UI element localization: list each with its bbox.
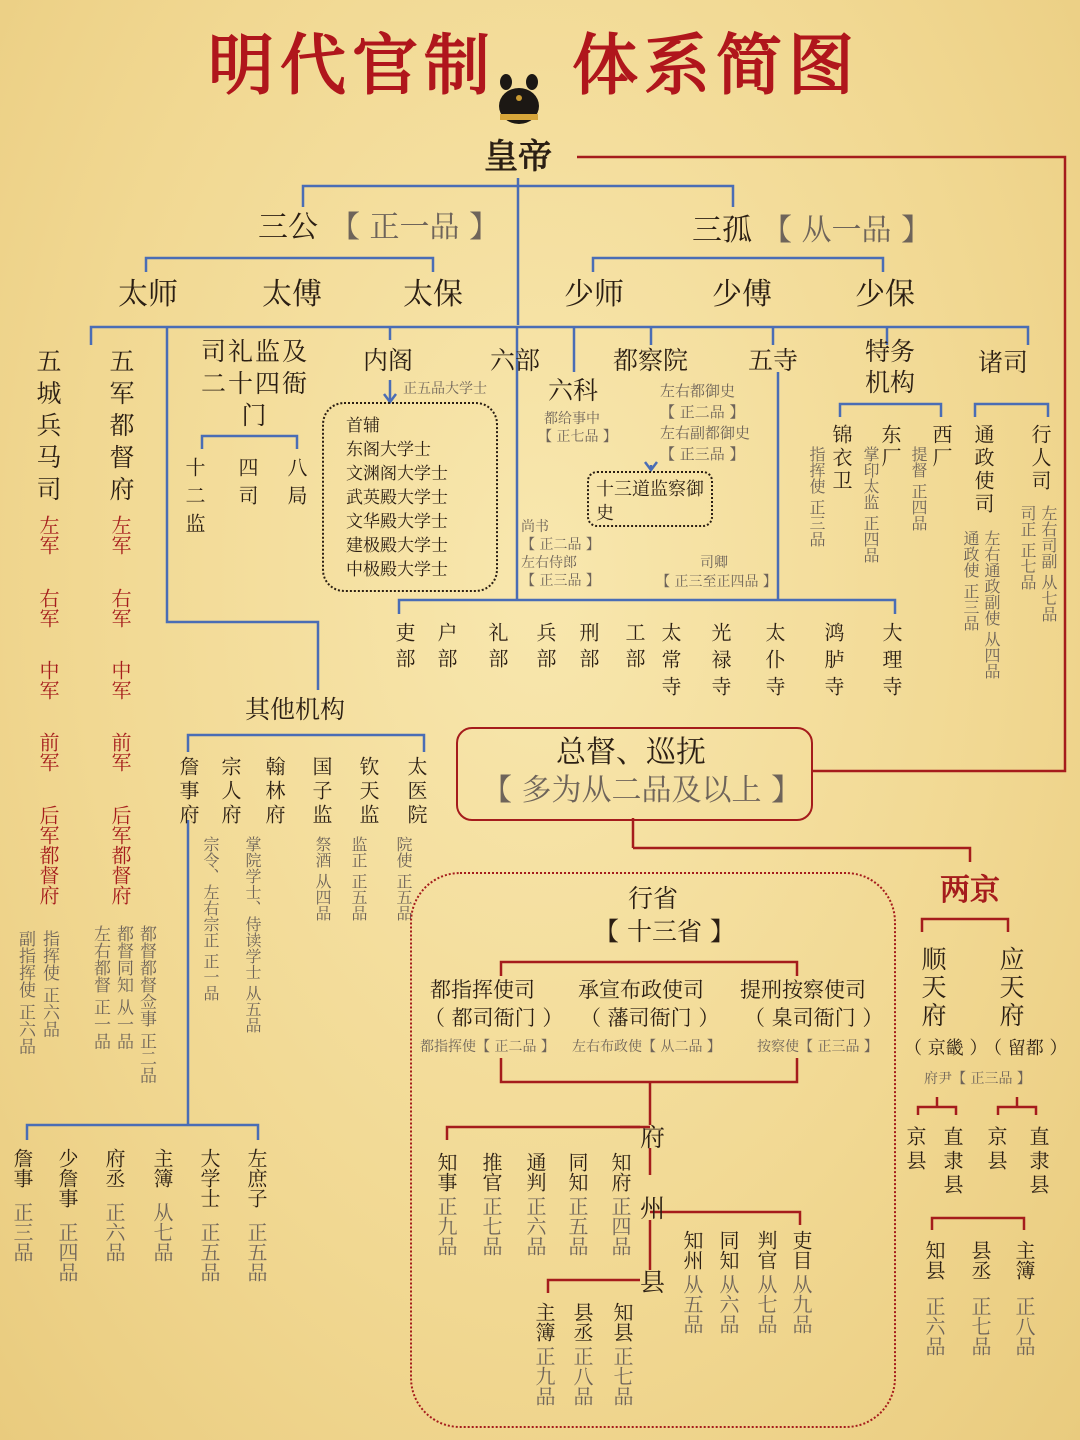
zhifu: 知府 — [608, 1152, 632, 1192]
liubu-title: 六部 — [490, 346, 541, 375]
duchayuan-official-1: 左右都御史 — [660, 382, 736, 400]
gongbu: 工部 — [622, 622, 646, 674]
dongchang-rank: 掌印太监 正四品 — [861, 446, 880, 564]
shaozhanshi-rank: 正四品 — [55, 1222, 79, 1282]
tongzhi-zhou: 同知 — [716, 1230, 740, 1270]
zongrenfu: 宗人府 — [218, 756, 242, 828]
taibao: 太保 — [403, 277, 463, 312]
fucheng: 府丞 — [102, 1148, 126, 1188]
zhishi-rank: 正九品 — [434, 1196, 458, 1256]
guozijian: 国子监 — [309, 756, 333, 828]
taiyiyuan-rank: 院使 正五品 — [394, 836, 413, 922]
zhifu-rank: 正四品 — [608, 1196, 632, 1256]
yushi-label: 十三道监察御史 — [596, 479, 704, 524]
wujun-army-left: 左军 — [108, 515, 132, 555]
sangu-label: 三孤 — [692, 213, 752, 248]
liuke-title: 六科 — [548, 376, 599, 405]
zhanshi-rank: 正三品 — [10, 1202, 34, 1262]
honglusi: 鸿胪寺 — [821, 622, 845, 703]
jinyiwei-rank: 指挥使 正三品 — [807, 446, 826, 548]
fuyin-rank: 府尹【 正三品 】 — [924, 1071, 1031, 1087]
shuntian-tag: （ 京畿 ） — [904, 1038, 988, 1059]
sangong-label: 三公 — [258, 210, 318, 245]
silijian-eight: 八局 — [284, 457, 308, 513]
sangong-rank: 【 正一品 】 — [330, 210, 500, 245]
tixing-alias: （ 臬司衙门 ） — [744, 1006, 884, 1030]
duchayuan-title: 都察院 — [613, 346, 689, 375]
taiyiyuan: 太医院 — [404, 756, 428, 828]
shaozhanshi: 少詹事 — [55, 1148, 79, 1208]
neige-member-5: 文华殿大学士 — [346, 512, 448, 532]
zhixian-rank: 正七品 — [610, 1346, 634, 1406]
tongpan-rank: 正六品 — [523, 1196, 547, 1256]
zhou-label: 州 — [640, 1194, 666, 1223]
zhizhou-rank: 从五品 — [680, 1274, 704, 1334]
silijian-four: 四司 — [235, 457, 259, 513]
guozijian-rank: 祭酒 从四品 — [313, 836, 332, 922]
xiancheng-rank: 正八品 — [570, 1346, 594, 1406]
tongzhi-fu-rank: 正五品 — [565, 1196, 589, 1256]
taishi: 太师 — [118, 277, 178, 312]
zhubu-zhanshi-rank: 从七品 — [150, 1202, 174, 1262]
silijian-twelve: 十二监 — [182, 457, 206, 541]
shaobao: 少保 — [855, 277, 915, 312]
hat-icon — [496, 68, 542, 128]
tongzhi-fu: 同知 — [565, 1152, 589, 1192]
jinyiwei: 锦衣卫 — [829, 424, 853, 493]
daxueshi-rank: 正五品 — [197, 1222, 221, 1282]
neige-title: 内阁 — [363, 346, 414, 375]
duchayuan-rank-2: 【 正三品 】 — [660, 445, 745, 463]
liubu-shangshu: 尚书 — [521, 519, 549, 535]
zhubu-jing-rank: 正八品 — [1012, 1296, 1036, 1356]
tuiguan-rank: 正七品 — [479, 1196, 503, 1256]
xichang-rank: 提督 正四品 — [909, 446, 928, 532]
zhixian-jing-rank: 正六品 — [922, 1296, 946, 1356]
qintianjian: 钦天监 — [356, 756, 380, 828]
wujun-army-rear: 后军都督府 — [108, 805, 132, 905]
limu: 吏目 — [789, 1230, 813, 1270]
liubu-shangshu-rank: 【 正二品 】 — [521, 537, 600, 553]
wujun-army-right: 右军 — [108, 588, 132, 628]
tongzhi-zhou-rank: 从六品 — [716, 1274, 740, 1334]
title-left: 明代官制 — [208, 26, 496, 104]
zongdu-rank: 【 多为从二品及以上 】 — [482, 773, 802, 808]
liuke-official: 都给事中 — [544, 411, 600, 427]
neige-member-7: 中极殿大学士 — [346, 560, 448, 580]
neige-member-4: 武英殿大学士 — [346, 488, 448, 508]
neige-member-1: 首辅 — [346, 416, 380, 436]
yingtian-tag: （ 留都 ） — [984, 1038, 1068, 1059]
zhilixian-2: 直隶县 — [1026, 1126, 1050, 1198]
wujun-rank-1: 都督都督佥事 正二品 — [136, 925, 156, 1084]
taichangsi: 太常寺 — [658, 622, 682, 703]
tewu-title: 特务机构 — [864, 337, 915, 398]
wusi-rank: 【 正三至正四品 】 — [656, 574, 777, 590]
fucheng-rank: 正六品 — [102, 1202, 126, 1262]
zhubu-xian: 主簿 — [532, 1302, 556, 1342]
jingxian-2: 京县 — [984, 1126, 1008, 1174]
dalisi: 大理寺 — [879, 622, 903, 703]
yingtianfu: 应天府 — [996, 946, 1025, 1030]
wusi-official: 司卿 — [700, 555, 728, 571]
zhanshifu: 詹事府 — [176, 756, 200, 828]
liuke-rank: 【 正七品 】 — [538, 429, 617, 445]
neige-rank: 正五品大学士 — [403, 381, 487, 397]
zongdu-title: 总督、巡抚 — [556, 735, 706, 770]
xiancheng: 县丞 — [570, 1302, 594, 1342]
chengxuan: 承宣布政使司 — [578, 978, 704, 1002]
silijian-title: 司礼监及二十四衙门 — [200, 337, 309, 430]
hanlinfu-rank: 掌院学士、侍读学士 从五品 — [243, 836, 262, 1034]
zhixian: 知县 — [610, 1302, 634, 1342]
title-right: 体系简图 — [572, 26, 860, 104]
xingrensi-rank: 司正 正七品 — [1018, 505, 1037, 591]
shaofu: 少傅 — [712, 277, 772, 312]
xingsheng-count: 【 十三省 】 — [594, 917, 735, 946]
wucheng-rank-1: 指挥使 正六品 — [39, 930, 59, 1038]
tixing: 提刑按察使司 — [740, 978, 866, 1002]
tongpan: 通判 — [523, 1152, 547, 1192]
chengxuan-rank: 左右布政使【 从二品 】 — [572, 1039, 721, 1055]
guanglusi: 光禄寺 — [708, 622, 732, 703]
wucheng-army-left: 左军 — [36, 515, 60, 555]
xingsheng-title: 行省 — [628, 884, 679, 913]
taifu: 太傅 — [262, 277, 322, 312]
duchayuan-official-2: 左右副都御史 — [660, 424, 751, 442]
wucheng-army-center: 中军 — [36, 660, 60, 700]
limu-rank: 从九品 — [789, 1274, 813, 1334]
xingrensi: 行人司 — [1028, 424, 1052, 493]
zongrenfu-rank: 宗令、左右宗正 正一品 — [201, 836, 220, 1002]
daxueshi: 大学士 — [197, 1148, 221, 1208]
jingxian-1: 京县 — [903, 1126, 927, 1174]
zuoshuzi: 左庶子 — [244, 1148, 268, 1208]
shaoshi: 少师 — [564, 277, 624, 312]
fu-label: 府 — [640, 1123, 666, 1152]
zhixian-jing: 知县 — [922, 1240, 946, 1280]
zhizhou: 知州 — [680, 1230, 704, 1270]
dongchang: 东厂 — [878, 424, 902, 470]
zuoshuzi-rank: 正五品 — [244, 1222, 268, 1282]
duzhihuishisi-alias: （ 都司衙门 ） — [424, 1006, 564, 1030]
neige-member-2: 东阁大学士 — [346, 440, 431, 460]
wucheng-title: 五城兵马司 — [33, 348, 62, 508]
libu-rites: 礼部 — [485, 622, 509, 674]
taipusi: 太仆寺 — [762, 622, 786, 703]
xiancheng-jing-rank: 正七品 — [968, 1296, 992, 1356]
emperor: 皇帝 — [484, 137, 552, 177]
panguan-rank: 从七品 — [754, 1274, 778, 1334]
wucheng-army-front: 前军 — [36, 732, 60, 772]
tuiguan: 推官 — [479, 1152, 503, 1192]
liubu-shilang: 左右侍郎 — [521, 555, 577, 571]
wujun-rank-3: 左右都督 正一品 — [90, 925, 110, 1050]
liangjing-title: 两京 — [940, 873, 1000, 908]
zhubu-xian-rank: 正九品 — [532, 1346, 556, 1406]
hubu: 户部 — [434, 622, 458, 674]
wusi-title: 五寺 — [748, 346, 799, 375]
sangu-rank: 【 从一品 】 — [762, 213, 932, 248]
wucheng-rank-2: 副指挥使 正六品 — [15, 930, 35, 1055]
xichang: 西厂 — [929, 424, 953, 470]
zhubu-zhanshi: 主簿 — [150, 1148, 174, 1188]
hanlinfu: 翰林府 — [262, 756, 286, 828]
wucheng-army-rear: 后军都督府 — [36, 805, 60, 905]
wujun-army-front: 前军 — [108, 732, 132, 772]
wujun-title: 五军都督府 — [106, 348, 135, 508]
xian-label: 县 — [640, 1268, 666, 1297]
tongzhengshisi: 通政使司 — [971, 424, 995, 516]
xingbu: 刑部 — [576, 622, 600, 674]
tixing-rank: 按察使【 正三品 】 — [757, 1039, 878, 1055]
xiancheng-jing: 县丞 — [968, 1240, 992, 1280]
panguan: 判官 — [754, 1230, 778, 1270]
wujun-army-center: 中军 — [108, 660, 132, 700]
xingrensi-extra: 左右司副 从七品 — [1039, 505, 1058, 623]
tongzhengshisi-extra: 左右通政副使 从四品 — [982, 530, 1001, 680]
zhishi: 知事 — [434, 1152, 458, 1192]
duzhihuishisi: 都指挥使司 — [430, 978, 535, 1002]
neige-member-6: 建极殿大学士 — [346, 536, 448, 556]
liubu-shilang-rank: 【 正三品 】 — [521, 573, 600, 589]
neige-member-3: 文渊阁大学士 — [346, 464, 448, 484]
duchayuan-rank-1: 【 正二品 】 — [660, 403, 745, 421]
zhubu-jing: 主簿 — [1012, 1240, 1036, 1280]
zhanshi: 詹事 — [10, 1148, 34, 1188]
shuntianfu: 顺天府 — [918, 946, 947, 1030]
zhilixian-1: 直隶县 — [940, 1126, 964, 1198]
qita-title: 其他机构 — [245, 695, 346, 724]
tongzhengshisi-rank: 通政使 正三品 — [961, 530, 980, 632]
qintianjian-rank: 监正 正五品 — [349, 836, 368, 922]
zhusi-title: 诸司 — [978, 348, 1029, 377]
chengxuan-alias: （ 藩司衙门 ） — [580, 1006, 720, 1030]
duzhihuishisi-rank: 都指挥使【 正二品 】 — [420, 1039, 555, 1055]
bingbu: 兵部 — [533, 622, 557, 674]
wujun-rank-2: 都督同知 从一品 — [113, 925, 133, 1050]
libu-personnel: 吏部 — [392, 622, 416, 674]
wucheng-army-right: 右军 — [36, 588, 60, 628]
